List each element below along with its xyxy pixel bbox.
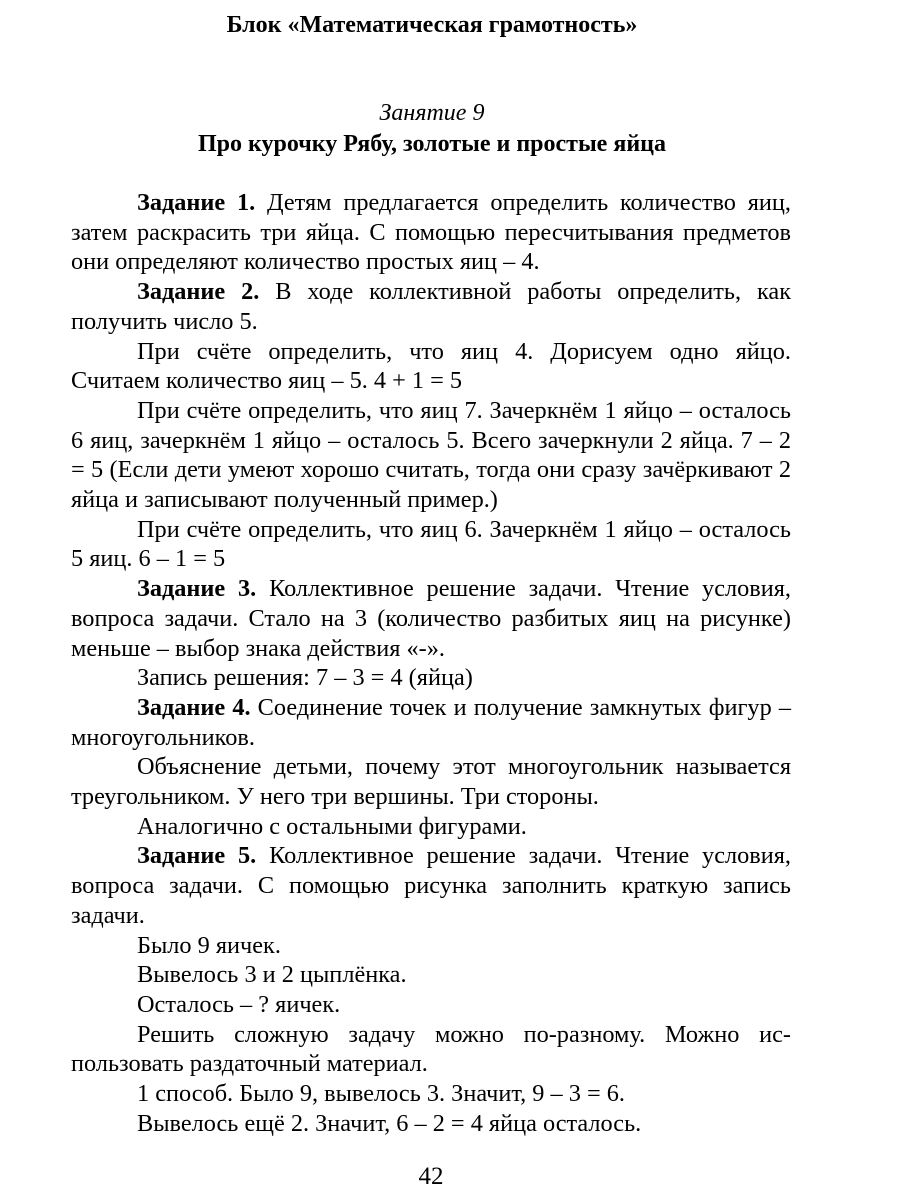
- paragraph-text: Детям предлагается определить количество яиц, затем раскрасить три яйца. С помощью пересчитывания предметов они определяют количество простых яиц – 4.: [71, 189, 791, 276]
- paragraph: [71, 1020, 791, 1079]
- task-4-paragraph: [71, 693, 791, 752]
- paragraph: [71, 812, 791, 842]
- task-label: Задание 3.: [137, 575, 257, 603]
- paragraph-text: Осталось – ? яичек.: [137, 990, 341, 1018]
- paragraph: [71, 1079, 791, 1109]
- paragraph: [71, 990, 791, 1020]
- lesson-number: Занятие 9: [379, 100, 485, 126]
- paragraph: [71, 931, 791, 961]
- paragraph-text: Решить сложную задачу можно по-разному. Можно использовать раздаточный материал.: [71, 1020, 791, 1078]
- paragraph: [71, 663, 791, 693]
- lesson-body: [71, 188, 791, 1139]
- paragraph-text: Вывелось 3 и 2 цыплёнка.: [137, 961, 407, 989]
- paragraph-text: При счёте определить, что яиц 6. Зачеркнём 1 яйцо – осталось 5 яиц. 6 – 1 = 5: [71, 515, 791, 573]
- paragraph-text: Коллективное решение задачи. Чтение условия, вопроса задачи. Стало на 3 (количество разбитых яиц на рисунке) меньше – выбор знака действия «-».: [71, 575, 791, 662]
- paragraph-text: Было 9 яичек.: [137, 931, 281, 959]
- task-label: Задание 1.: [137, 189, 256, 216]
- task-5-paragraph: [71, 841, 791, 930]
- paragraph-text: В ходе коллективной работы определить, как получить число 5.: [71, 278, 792, 335]
- paragraph: [71, 960, 791, 990]
- paragraph: [71, 1109, 791, 1139]
- lesson-title: Про курочку Рябу, золотые и простые яйца: [198, 131, 666, 157]
- paragraph-text: Аналогично с остальными фигурами.: [137, 812, 527, 840]
- paragraph-text: Вывелось ещё 2. Значит, 6 – 2 = 4 яйца осталось.: [137, 1109, 642, 1137]
- block-title: Блок «Математическая грамотность»: [226, 12, 638, 38]
- task-label: Задание 2.: [137, 278, 260, 306]
- paragraph-text: При счёте определить, что яиц 4. Дорисуем одно яйцо. Считаем количество яиц – 5. 4 + 1 = 5: [71, 337, 791, 395]
- paragraph: [71, 515, 791, 574]
- task-3-paragraph: [71, 574, 791, 663]
- task-1-paragraph: [71, 188, 791, 277]
- paragraph-text: Запись решения: 7 – 3 = 4 (яйца): [137, 664, 473, 692]
- page-number: 42: [418, 1163, 444, 1190]
- task-label: Задание 4.: [137, 693, 251, 721]
- paragraph-text: Объяснение детьми, почему этот многоугольник называется треугольником. У него три вершины. Три стороны.: [71, 753, 791, 811]
- paragraph: [71, 752, 791, 811]
- task-label: Задание 5.: [137, 842, 257, 870]
- paragraph: [71, 396, 791, 515]
- paragraph: [71, 337, 791, 396]
- paragraph-text: 1 способ. Было 9, вывелось 3. Значит, 9 – 3 = 6.: [137, 1080, 625, 1108]
- task-2-paragraph: [71, 277, 791, 336]
- paragraph-text: При счёте определить, что яиц 7. Зачеркнём 1 яйцо – осталось 6 яиц, зачеркнём 1 яйцо – осталось 5. Всего зачеркнули 2 яйца. 7 – 2 = 5 (Если дети умеют хорошо считать, тогда они сразу зачёркивают 2 яйца и записывают полученный пример.): [71, 396, 791, 514]
- paragraph-text: Соединение точек и получение замкнутых фигур – многоугольников.: [71, 693, 791, 751]
- paragraph-text: Коллективное решение задачи. Чтение условия, вопроса задачи. С помощью рисунка заполнить краткую запись задачи.: [71, 842, 791, 929]
